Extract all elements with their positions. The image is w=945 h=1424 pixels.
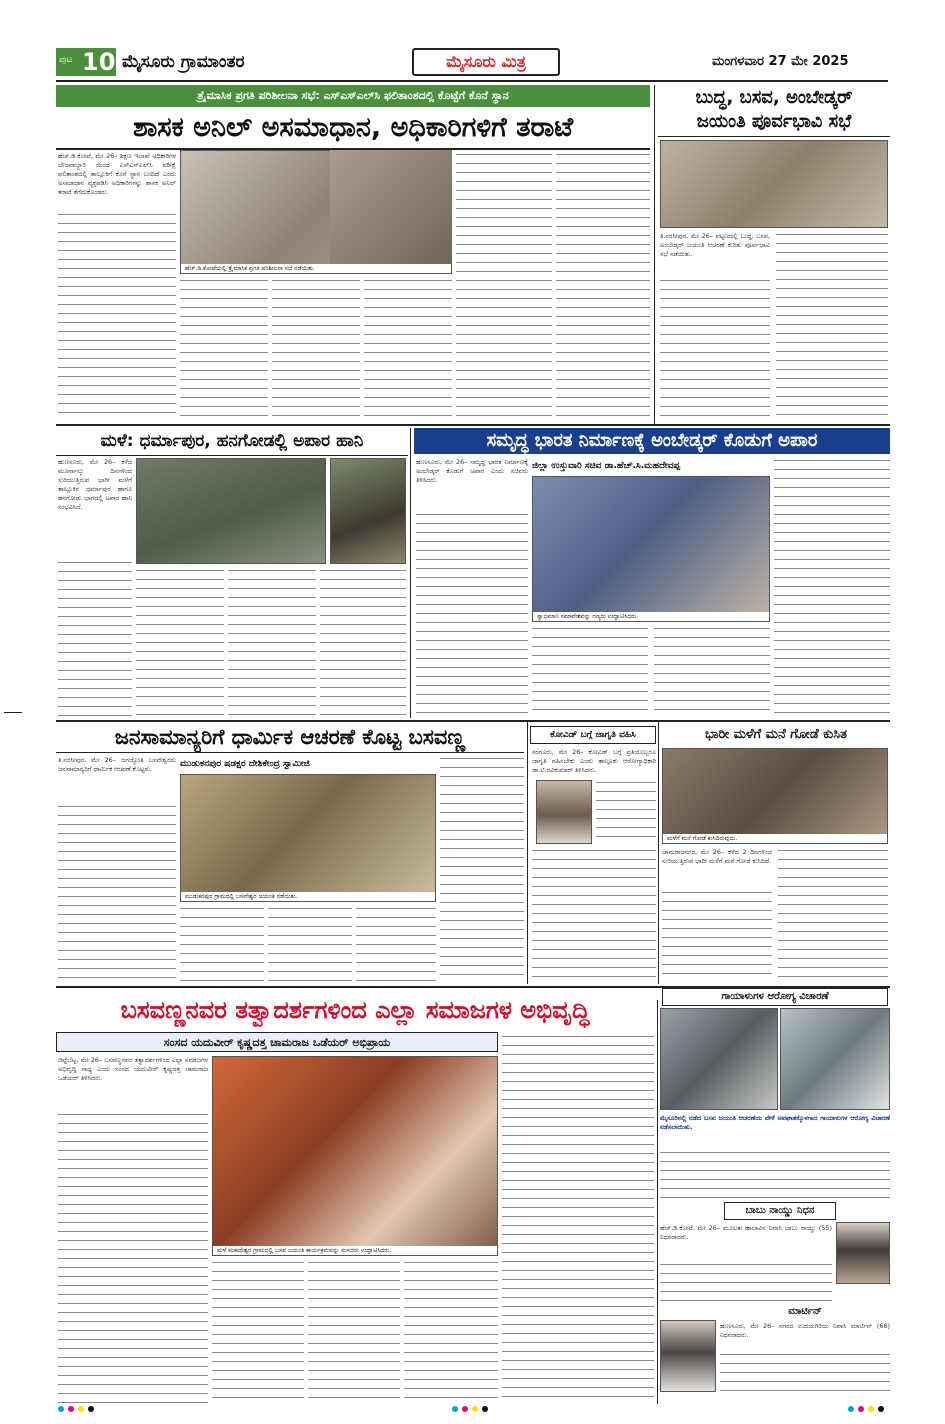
story11-dateline: ಹುಣಸೂರು, ಮೇ 26– ನಗರದ ಉದಯಗಿರಿಯ ನಿವಾಸಿ ಮಾರ್ಟಿನ್ (68) ನಿಧನರಾದರು. <box>720 1322 890 1339</box>
page-label: ಪುಟ <box>59 55 73 65</box>
story4-body-col3 <box>654 626 770 716</box>
registration-marks-center <box>452 1406 488 1412</box>
story5-body-col3 <box>268 906 352 982</box>
story1-kicker: ತ್ರೈಮಾಸಿಕ ಪ್ರಗತಿ ಪರಿಶೀಲನಾ ಸಭೆ: ಎಸ್‌ಎಸ್‌ಎಲ್‌ಸಿ ಫಲಿತಾಂಶದಲ್ಲಿ ಕೊಟ್ಟೆಗೆ ಕೊನೆ ಸ್ಥಾನ <box>56 85 650 107</box>
story1-body-col2 <box>180 278 268 420</box>
story5-body-col2 <box>180 906 264 982</box>
story11-body <box>720 1352 890 1396</box>
story3-body-col3 <box>228 568 316 716</box>
story5-photo-caption: ಮುಡುಕನಪುರ ಗ್ರಾಮದಲ್ಲಿ ಬಸವೇಶ್ವರ ಜಯಂತಿ ನಡೆಯಿತು. <box>181 892 435 901</box>
story4-body-col2 <box>532 626 648 716</box>
story4-photo-caption: ಸ್ವಾಭಿಮಾನಿ ಸಮಾವೇಶವನ್ನು ಗಣ್ಯರು ಉದ್ಘಾಟಿಸಿದರು. <box>533 612 769 621</box>
margin-tick <box>4 712 22 713</box>
story5-body-col1 <box>58 804 176 982</box>
story3-photo-animal <box>330 458 406 564</box>
story2-photo <box>660 140 888 228</box>
story5-photo <box>180 774 436 902</box>
section-title: ಮೈಸೂರು ಗ್ರಾಮಾಂತರ <box>122 52 245 72</box>
story7-dateline: ಚಾಮರಾಜನಗರ, ಮೇ 26– ಕಳೆದ 2 ದಿನಗಳಿಂದ ಸುರಿಯುತ್ತಿರುವ ಭಾರೀ ಮಳೆಗೆ ಮನೆ ಗೋಡೆ ಕುಸಿದಿದೆ. <box>662 848 772 865</box>
story4-photo <box>532 476 770 622</box>
story5-headline: ಜನಸಾಮಾನ್ಯರಿಗೆ ಧಾರ್ಮಿಕ ಆಚರಣೆ ಕೊಟ್ಟ ಬಸವಣ್ಣ <box>114 725 466 749</box>
story8-photo-left <box>660 1008 778 1110</box>
story9-body-col4 <box>404 1260 498 1404</box>
registration-marks-right <box>848 1406 884 1412</box>
story6-body-col1 <box>596 780 656 844</box>
story1-body-col3 <box>272 278 360 420</box>
story1-body-col4 <box>364 278 452 420</box>
story6-headline: ಕೋವಿಡ್ ಬಗ್ಗೆ ಜಾಗೃತಿ ವಹಿಸಿ <box>530 726 656 744</box>
page-number-badge <box>56 48 116 76</box>
story9-body-col1 <box>58 1112 208 1404</box>
issue-date: ಮಂಗಳವಾರ 27 ಮೇ 2025 <box>712 54 849 69</box>
story7-body-col2 <box>778 848 888 982</box>
story9-body-col5 <box>502 1034 654 1404</box>
story9-body-col2 <box>212 1260 304 1404</box>
story7-photo <box>662 748 888 844</box>
story4-dateline: ಹುಣಸೂರು, ಮೇ 26– ಸಮೃದ್ಧ ಭಾರತ ನಿರ್ಮಾಣಕ್ಕೆ ಅಂಬೇಡ್ಕರ್ ಕೊಡುಗೆ ಅಪಾರ ಎಂದು ಸಚಿವರು ತಿಳಿಸಿದರು. <box>416 458 528 484</box>
story9-photo <box>212 1056 498 1256</box>
story2-dateline: ತಿ.ನರಸೀಪುರ, ಮೇ 26– ಪಟ್ಟಣದಲ್ಲಿ ಬುದ್ಧ, ಬಸವ, ಅಂಬೇಡ್ಕರ್ ಜಯಂತಿ ಆಚರಣೆ ಕುರಿತು ಪೂರ್ವಭಾವಿ ಸಭೆ ನಡೆಯಿತು. <box>660 232 770 258</box>
story9-body-col3 <box>308 1260 400 1404</box>
story10-portrait <box>836 1222 890 1284</box>
story9-subhead: ಸಂಸದ ಯದುವೀರ್ ಕೃಷ್ಣದತ್ತ ಚಾಮರಾಜ ಒಡೆಯರ್ ಅಭಿಪ್ರಾಯ <box>56 1032 498 1052</box>
story9-dateline: ಚಿಟ್ಟೆಬೆಟ್ಟ, ಮೇ 26– ಬಸವಣ್ಣನವರ ತತ್ವಾದರ್ಶಗಳಿಂದ ಎಲ್ಲಾ ಸಮಾಜಗಳ ಅಭಿವೃದ್ಧಿ ಸಾಧ್ಯ ಎಂದು ಸಂಸದ ಯದುವೀರ್ ಕೃಷ್ಣದತ್ತ ಚಾಮರಾಜ ಒಡೆಯರ್ ತಿಳಿಸಿದರು. <box>58 1056 208 1082</box>
story4-subhead: ಜಿಲ್ಲಾ ಉಸ್ತುವಾರಿ ಸಚಿವ ಡಾ.ಹೆಚ್.ಸಿ.ಮಹದೇವಪ್ಪ <box>532 461 680 471</box>
story5-dateline: ತಿ.ನರಸೀಪುರ, ಮೇ 26– ಜಗಜ್ಯೋತಿ ಬಸವೇಶ್ವರರು ಜನಸಾಮಾನ್ಯರಿಗೆ ಧಾರ್ಮಿಕ ಆಚರಣೆ ಕೊಟ್ಟರು. <box>58 756 176 773</box>
masthead-rule <box>56 80 888 82</box>
story1-body-col5 <box>456 152 552 420</box>
story3-headline: ಮಳೆ: ಧರ್ಮಾಪುರ, ಹನಗೋಡಲ್ಲಿ ಅಪಾರ ಹಾನಿ <box>100 431 364 451</box>
story8-headline: ಗಾಯಾಳುಗಳ ಆರೋಗ್ಯ ವಿಚಾರಣೆ <box>662 988 888 1006</box>
story8-body <box>660 1150 890 1200</box>
story1-headline: ಶಾಸಕ ಅನಿಲ್ ಅಸಮಾಧಾನ, ಅಧಿಕಾರಿಗಳಿಗೆ ತರಾಟೆ <box>132 112 574 143</box>
story11-portrait <box>660 1320 716 1392</box>
story3-photo-trees <box>136 458 326 564</box>
story3-body-col1 <box>58 560 132 716</box>
story3-dateline: ಹುಣಸೂರು, ಮೇ 26– ಕಳೆದ ಮೂರ್ನಾಲ್ಕು ದಿನಗಳಿಂದ ಸುರಿಯುತ್ತಿರುವ ಭಾರೀ ಮಳೆಗೆ ತಾಲ್ಲೂಕಿನ ಧರ್ಮಾಪುರ ಹಾಗೂ ಹನಗೋಡು ಭಾಗದಲ್ಲಿ ಅಪಾರ ಹಾನಿ ಸಂಭವಿಸಿದೆ. <box>58 458 132 511</box>
story8-dateline: ಮೈಸೂರಿನಲ್ಲಿ ನಡೆದ ಬಸವ ಜಯಂತಿ ಆಚರಣೆಯ ವೇಳೆ ಅಪಘಾತಕ್ಕೊಳಗಾದ ಗಾಯಾಳುಗಳ ಆರೋಗ್ಯ ವಿಚಾರಣೆ ನಡೆಸಲಾಯಿತು. <box>660 1114 890 1131</box>
story3-body-col4 <box>320 568 406 716</box>
story10-body <box>660 1262 832 1302</box>
story2-headline-line1: ಬುದ್ಧ, ಬಸವ, ಅಂಬೇಡ್ಕರ್ <box>695 87 853 108</box>
story6-body-col2 <box>532 848 656 982</box>
story6-dateline: ಸರಗೂರು, ಮೇ 26– ಕೋವಿಡ್ ಬಗ್ಗೆ ಪ್ರತಿಯೊಬ್ಬರೂ ಜಾಗೃತಿ ವಹಿಸಬೇಕು ಎಂದು ತಾಲ್ಲೂಕು ಆರೋಗ್ಯಾಧಿಕಾರಿ ಡಾ.ಟಿ.ರವಿಕುಮಾರ್ ತಿಳಿಸಿದರು. <box>532 748 656 774</box>
registration-marks-left <box>58 1406 94 1412</box>
story4-body-col1 <box>416 512 528 716</box>
story7-headline: ಭಾರೀ ಮಳೆಗೆ ಮನೆ ಗೋಡೆ ಕುಸಿತ <box>705 727 847 742</box>
story1-dateline: ಹೆಚ್.ಡಿ.ಕೋಟೆ, ಮೇ 26– ಶಿಕ್ಷಣ ಇಲಾಖೆ ಅಧಿಕಾರಿಗಳ ಬೇಜವಾಬ್ದಾರಿ ಯಿಂದ ಎಸ್‌ಎಸ್‌ಎಲ್‌ಸಿ ಪರೀಕ್ಷೆ ಫಲಿತಾಂಶದಲ್ಲಿ ತಾಲ್ಲೂಕಿಗೆ ಕೊನೆ ಸ್ಥಾನ ಬಂದಿದೆ ಎಂದು ಅಸಮಾಧಾನ ವ್ಯಕ್ತಪಡಿಸಿ ಅಧಿಕಾರಿಗಳನ್ನು ಶಾಸಕ ಅನಿಲ್ ತರಾಟೆ ತೆಗೆದುಕೊಂಡರು. <box>58 152 176 196</box>
story1-body-col1 <box>58 212 176 420</box>
story9-photo-caption: ಮಳೆ ಮಹದೇಶ್ವರ ಗ್ರಾಮದಲ್ಲಿ ಬಸವ ಜಯಂತಿ ಕಾರ್ಯಕ್ರಮವನ್ನು ಸಂಸದರು ಉದ್ಘಾಟಿಸಿದರು. <box>213 1246 497 1255</box>
story1-photo-2 <box>330 150 452 264</box>
story1-photo-caption: ಹೆಚ್.ಡಿ.ಕೋಟೆಯಲ್ಲಿ ತ್ರೈಮಾಸಿಕ ಪ್ರಗತಿ ಪರಿಶೀಲನಾ ಸಭೆ ನಡೆಯಿತು. <box>181 264 451 273</box>
story10-dateline: ಹೆಚ್.ಡಿ.ಕೋಟೆ, ಮೇ 26– ಮೂಲತಃ ಹಾಲಾವಿನ ನಿವಾಸಿ ಬಾಬು ನಾಯ್ಡು (55) ನಿಧನರಾದರು. <box>660 1224 832 1241</box>
story8-photo-right <box>780 1008 890 1110</box>
story3-body-col2 <box>136 568 224 716</box>
story4-headline: ಸಮೃದ್ಧ ಭಾರತ ನಿರ್ಮಾಣಕ್ಕೆ ಅಂಬೇಡ್ಕರ್ ಕೊಡುಗೆ ಅಪಾರ <box>414 428 890 454</box>
story2-headline-line2: ಜಯಂತಿ ಪೂರ್ವಭಾವಿ ಸಭೆ <box>696 111 852 132</box>
story2-body-col2 <box>776 232 888 420</box>
story1-body-col6 <box>556 152 650 420</box>
story5-subhead: ಮುಡುಕನಪುರ ಷಡಕ್ಷರ ದೇಶಿಕೇಂದ್ರ ಸ್ವಾಮೀಜಿ <box>180 759 310 769</box>
story10-headline: ಬಾಬು ನಾಯ್ಡು ನಿಧನ <box>724 1202 836 1220</box>
story7-body-col1 <box>662 890 772 982</box>
story6-portrait <box>536 780 592 844</box>
page-number: 10 <box>82 48 116 76</box>
story9-headline: ಬಸವಣ್ಣನವರ ತತ್ವಾದರ್ಶಗಳಿಂದ ಎಲ್ಲಾ ಸಮಾಜಗಳ ಅಭಿವೃದ್ಧಿ <box>120 996 590 1024</box>
story11-headline: ಮಾರ್ಟಿನ್ <box>788 1306 822 1317</box>
story4-body-col4 <box>774 458 890 716</box>
story5-body-col5 <box>440 756 524 982</box>
newspaper-logo: ಮೈಸೂರು ಮಿತ್ರ <box>412 48 560 76</box>
story5-body-col4 <box>356 906 436 982</box>
story2-body-col1 <box>660 278 770 420</box>
story7-photo-caption: ಮಳೆಗೆ ಮನೆ ಗೋಡೆ ಕುಸಿದಿರುವುದು. <box>663 834 887 843</box>
